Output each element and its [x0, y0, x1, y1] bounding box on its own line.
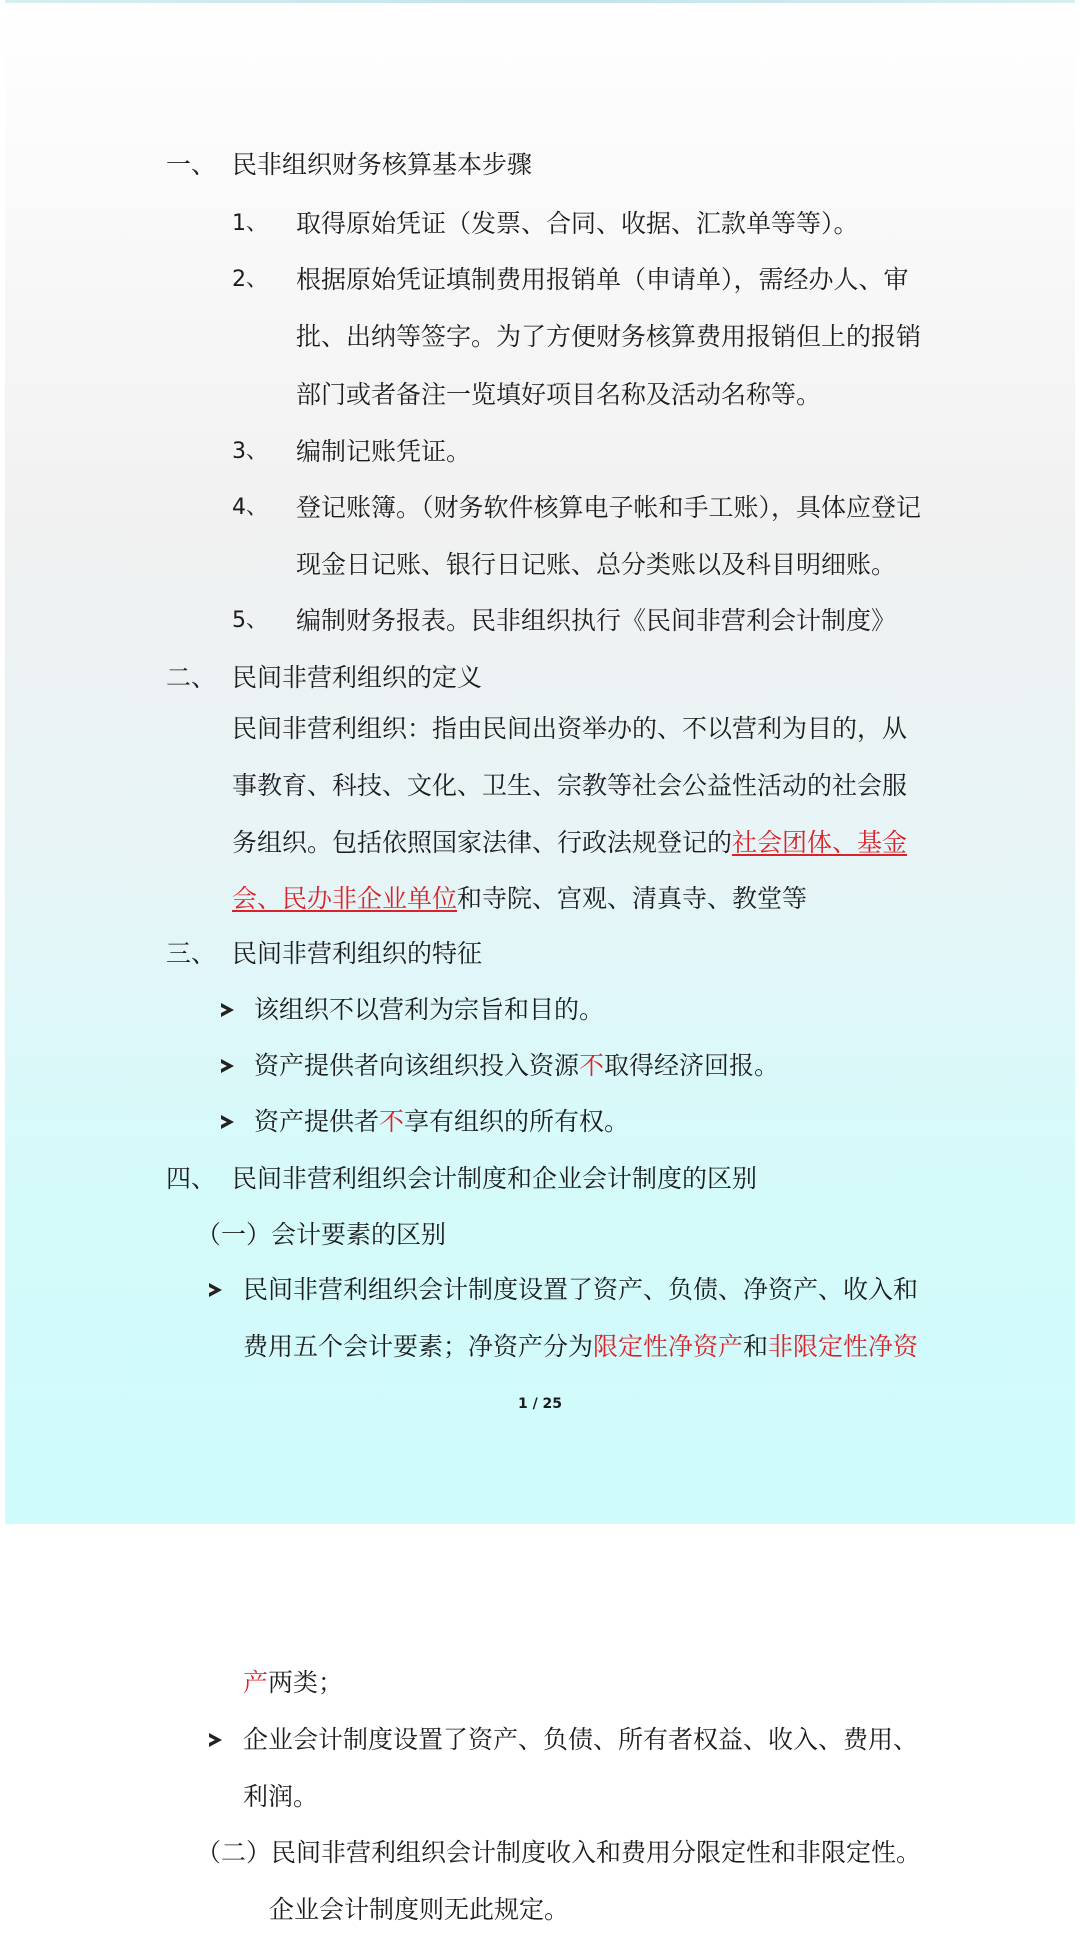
- highlight-org-types: 社会团体、基金: [732, 828, 908, 857]
- feature-1: 该组织不以营利为宗旨和目的。: [254, 995, 605, 1024]
- subsection-1-heading: （一）会计要素的区别: [196, 1220, 447, 1249]
- difference-1-text-end: 两类；: [268, 1668, 344, 1697]
- feature-2: [254, 1049, 779, 1083]
- step-2-line-1: 根据原始凭证填制费用报销单（申请单），需经办人、审: [296, 265, 909, 294]
- section-3-title: 民间非营利组织的特征: [232, 939, 483, 968]
- bullet-arrow-icon: [221, 1003, 234, 1017]
- unrestricted-net-assets-cont: 产: [243, 1668, 269, 1697]
- step-4-number: 4、: [232, 495, 268, 520]
- unrestricted-net-assets: 非限定性净资: [768, 1332, 919, 1361]
- step-3-number: 3、: [232, 439, 268, 464]
- feature-2-highlight: 不: [579, 1051, 605, 1080]
- document-page-2: [0, 1524, 1080, 1939]
- step-2-line-2: 批、出纳等签字。为了方便财务核算费用报销但上的报销: [296, 322, 922, 351]
- feature-3-text-b: 享有组织的所有权。: [404, 1107, 630, 1136]
- section-1-marker: 一、: [166, 150, 217, 179]
- page-number: 1 / 25: [517, 1396, 563, 1412]
- difference-1-and: 和: [743, 1332, 769, 1361]
- section-4-marker: 四、: [166, 1164, 217, 1193]
- feature-3: [254, 1105, 629, 1139]
- difference-2-line-2: 利润。: [243, 1782, 319, 1811]
- definition-line-3: [232, 826, 907, 860]
- page-top-border: [5, 0, 1075, 3]
- bullet-arrow-icon: [209, 1283, 222, 1297]
- bullet-arrow-icon: [221, 1059, 234, 1073]
- feature-2-text-b: 取得经济回报。: [604, 1051, 780, 1080]
- definition-line-2: 事教育、科技、文化、卫生、宗教等社会公益性活动的社会服: [232, 771, 908, 800]
- step-2-number: 2、: [232, 267, 268, 292]
- feature-3-text-a: 资产提供者: [254, 1107, 380, 1136]
- difference-1-line-3: [243, 1666, 343, 1700]
- section-1-title: 民非组织财务核算基本步骤: [232, 150, 533, 179]
- definition-text-end: 和寺院、宫观、清真寺、教堂等: [457, 884, 808, 913]
- step-2-line-3: 部门或者备注一览填好项目名称及活动名称等。: [296, 380, 822, 409]
- section-2-marker: 二、: [166, 663, 217, 692]
- subsection-2-line-2: 企业会计制度则无此规定。: [269, 1895, 570, 1924]
- bullet-arrow-icon: [221, 1115, 234, 1129]
- difference-1-line-2: [243, 1330, 918, 1364]
- highlight-org-types-cont: 会、民办非企业单位: [232, 884, 458, 913]
- section-4-title: 民间非营利组织会计制度和企业会计制度的区别: [232, 1164, 758, 1193]
- subsection-2-line-1: （二）民间非营利组织会计制度收入和费用分限定性和非限定性。: [196, 1838, 922, 1867]
- bullet-arrow-icon: [209, 1733, 222, 1747]
- section-2-title: 民间非营利组织的定义: [232, 663, 483, 692]
- step-4-line-1: 登记账簿。（财务软件核算电子帐和手工账），具体应登记: [296, 493, 922, 522]
- step-4-line-2: 现金日记账、银行日记账、总分类账以及科目明细账。: [296, 550, 897, 579]
- step-5-text: 编制财务报表。民非组织执行《民间非营利会计制度》: [296, 606, 897, 635]
- definition-line-4: [232, 882, 807, 916]
- feature-3-highlight: 不: [379, 1107, 405, 1136]
- step-1-number: 1、: [232, 211, 268, 236]
- difference-1-line-1: 民间非营利组织会计制度设置了资产、负债、净资产、收入和: [243, 1275, 919, 1304]
- definition-line-1: 民间非营利组织：指由民间出资举办的、不以营利为目的，从: [232, 714, 908, 743]
- difference-2-line-1: 企业会计制度设置了资产、负债、所有者权益、收入、费用、: [243, 1725, 919, 1754]
- step-5-number: 5、: [232, 608, 268, 633]
- feature-2-text-a: 资产提供者向该组织投入资源: [254, 1051, 580, 1080]
- definition-text: 务组织。包括依照国家法律、行政法规登记的: [232, 828, 733, 857]
- step-1-text: 取得原始凭证（发票、合同、收据、汇款单等等）。: [296, 209, 859, 238]
- document-page-1: [5, 0, 1075, 1524]
- section-3-marker: 三、: [166, 939, 217, 968]
- restricted-net-assets: 限定性净资产: [593, 1332, 744, 1361]
- step-3-text: 编制记账凭证。: [296, 437, 472, 466]
- difference-1-text-a: 费用五个会计要素；净资产分为: [243, 1332, 594, 1361]
